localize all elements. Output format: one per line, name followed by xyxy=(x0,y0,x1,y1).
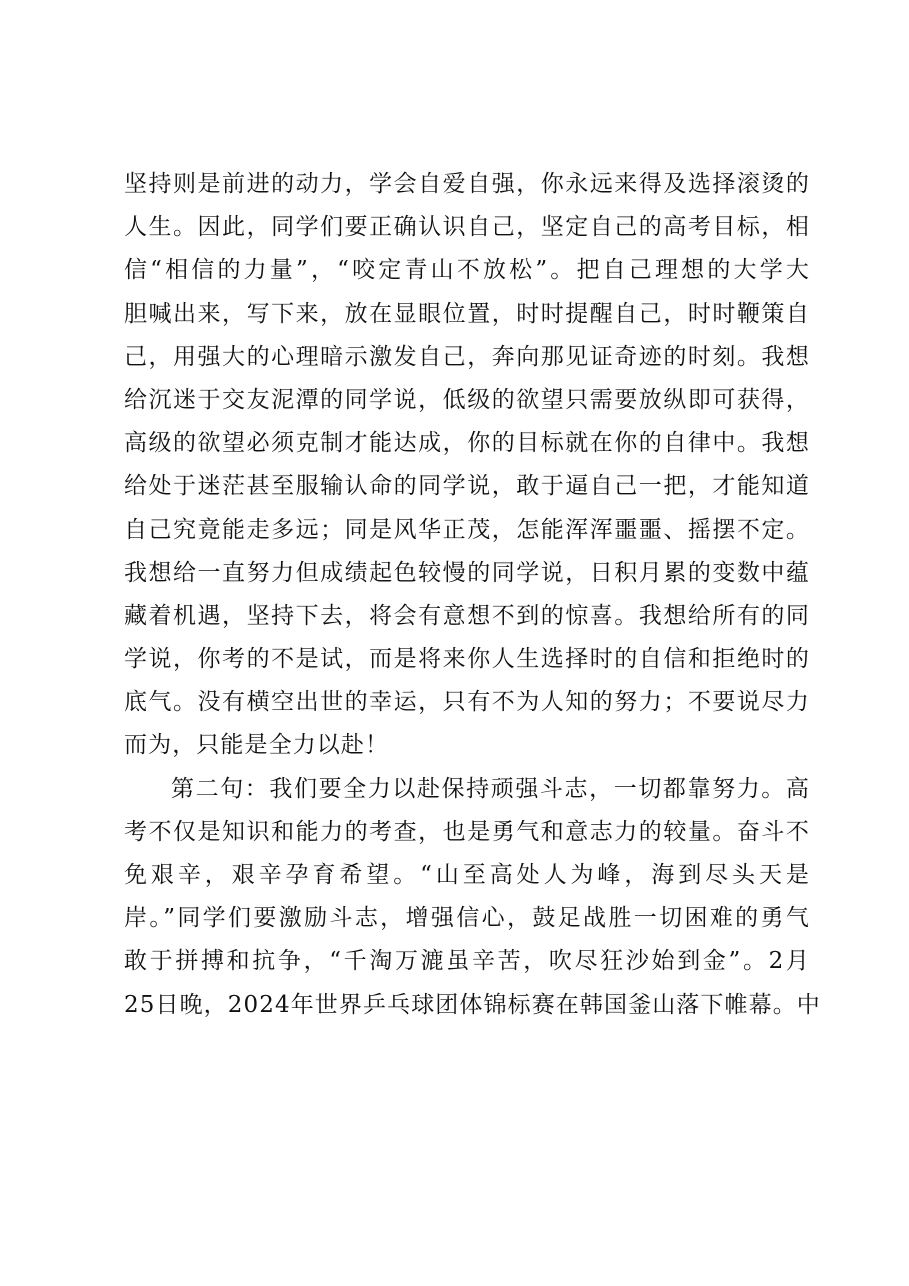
text-line: 高级的欲望必须克制才能达成，你的目标就在你的自律中。我想 xyxy=(124,430,810,457)
text-line: 25日晚，2024年世界乒乓球团体锦标赛在韩国釜山落下帷幕。中 xyxy=(124,991,821,1018)
text-line: 己，用强大的心理暗示激发自己，奔向那见证奇迹的时刻。我想 xyxy=(124,343,810,370)
text-line: 敢于拼搏和抗争，“千淘万漉虽辛苦，吹尽狂沙始到金”。2月 xyxy=(124,948,810,975)
text-line: 免艰辛，艰辛孕育希望。“山至高处人为峰，海到尽头天是 xyxy=(124,862,810,888)
text-line: 学说，你考的不是试，而是将来你人生选择时的自信和拒绝时的 xyxy=(124,646,810,673)
paragraph-last-line: 而为，只能是全力以赴！ xyxy=(124,732,390,759)
body-text xyxy=(124,163,821,1027)
paragraph-first-line: 第二句：我们要全力以赴保持顽强斗志，一切都靠努力。高 xyxy=(171,775,810,802)
text-line: 信“相信的力量”，“咬定青山不放松”。把自己理想的大学大 xyxy=(124,257,810,284)
text-line: 藏着机遇，坚持下去，将会有意想不到的惊喜。我想给所有的同 xyxy=(124,602,810,629)
text-line: 坚持则是前进的动力，学会自爱自强，你永远来得及选择滚烫的 xyxy=(124,171,810,197)
text-line: 我想给一直努力但成绩起色较慢的同学说，日积月累的变数中蕴 xyxy=(124,559,810,586)
text-line: 给沉迷于交友泥潭的同学说，低级的欲望只需要放纵即可获得， xyxy=(124,386,810,413)
text-line: 人生。因此，同学们要正确认识自己，坚定自己的高考目标，相 xyxy=(124,214,810,241)
text-line: 考不仅是知识和能力的考查，也是勇气和意志力的较量。奋斗不 xyxy=(124,818,810,845)
text-line: 底气。没有横空出世的幸运，只有不为人知的努力；不要说尽力 xyxy=(124,689,810,716)
text-line: 给处于迷茫甚至服输认命的同学说，敢于逼自己一把，才能知道 xyxy=(124,473,810,500)
text-line: 胆喊出来，写下来，放在显眼位置，时时提醒自己，时时鞭策自 xyxy=(124,300,810,327)
text-line: 岸。”同学们要激励斗志，增强信心，鼓足战胜一切困难的勇气 xyxy=(124,905,810,932)
text-line: 自己究竟能走多远；同是风华正茂，怎能浑浑噩噩、摇摆不定。 xyxy=(124,516,810,543)
